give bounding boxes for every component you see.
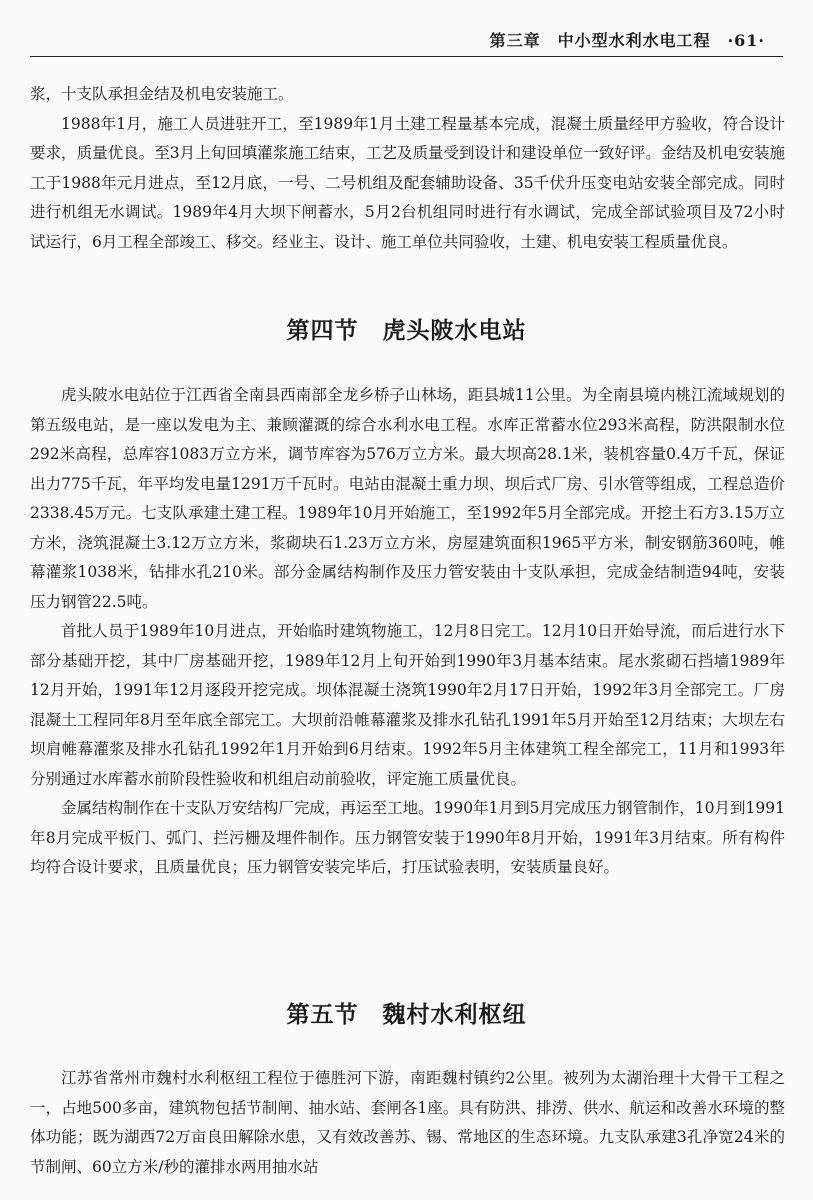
- header-chapter-page: 第三章 中小型水利水电工程 ·61·: [489, 31, 765, 50]
- paragraph: 金属结构制作在十支队万安结构厂完成，再运至工地。1990年1月到5月完成压力钢管制作，10月到1991年8月完成平板门、弧门、拦污栅及埋件制作。压力钢管安装于1990年8月开始，1991年3月结束。所有构件均符合设计要求，且质量优良；压力钢管安装完毕后，打压试验表明，安装质量良好。: [30, 799, 785, 876]
- section-4-title: 第四节 虎头陂水电站: [286, 318, 527, 344]
- paragraph: 浆，十支队承担金结及机电安装施工。: [30, 85, 294, 103]
- section-4-body: [30, 381, 785, 883]
- previous-section-text: [30, 80, 785, 257]
- paragraph: 首批人员于1989年10月进点，开始临时建筑物施工，12月8日完工。12月10日开始导流，而后进行水下部分基础开挖，其中厂房基础开挖，1989年12月上旬开始到1990年3月基本结束。尾水浆砌石挡墙1989年12月开始，1991年12月逐段开挖完成。坝体混凝土浇筑1990年2月17日开始，1992年3月全部完工。厂房混凝土工程同年8月至年底全部完工。大坝前沿帷幕灌浆及排水孔钻孔1991年5月开始至12月结束；大坝左右坝肩帷幕灌浆及排水孔钻孔1992年1月开始到6月结束。1992年5月主体建筑工程全部完工，11月和1993年分别通过水库蓄水前阶段性验收和机组启动前验收，评定施工质量优良。: [30, 622, 785, 788]
- paragraph: 江苏省常州市魏村水利枢纽工程位于德胜河下游，南距魏村镇约2公里。被列为太湖治理十大骨干工程之一，占地500多亩，建筑物包括节制闸、抽水站、套闸各1座。具有防洪、排涝、供水、航运和改善水环境的整体功能；既为湖西72万亩良田解除水患，又有效改善苏、锡、常地区的生态环境。九支队承建3孔净宽24米的节制闸、60立方米/秒的灌排水两用抽水站: [30, 1069, 785, 1176]
- paragraph: 虎头陂水电站位于江西省全南县西南部全龙乡桥子山林场，距县城11公里。为全南县境内桃江流域规划的第五级电站，是一座以发电为主、兼顾灌溉的综合水利水电工程。水库正常蓄水位293米高程，防洪限制水位292米高程，总库容1083万立方米，调节库容为576万立方米。最大坝高28.1米，装机容量0.4万千瓦，保证出力775千瓦，年平均发电量1291万千瓦时。电站由混凝土重力坝、坝后式厂房、引水管等组成，工程总造价2338.45万元。七支队承建土建工程。1989年10月开始施工，至1992年5月全部完成。开挖土石方3.15万立方米，浇筑混凝土3.12万立方米，浆砌块石1.23万立方米，房屋建筑面积1965平方米，制安钢筋360吨，帷幕灌浆1038米，钻排水孔210米。部分金属结构制作及压力管安装由十支队承担，完成金结制造94吨，安装压力钢管22.5吨。: [30, 386, 785, 611]
- running-header: [30, 26, 783, 57]
- section-5-body: [30, 1064, 785, 1182]
- section-5-title: 第五节 魏村水利枢纽: [286, 1002, 527, 1028]
- paragraph: 1988年1月，施工人员进驻开工，至1989年1月土建工程量基本完成，混凝土质量经甲方验收，符合设计要求，质量优良。至3月上旬回填灌浆施工结束，工艺及质量受到设计和建设单位一致好评。金结及机电安装施工于1988年元月进点，至12月底，一号、二号机组及配套辅助设备、35千伏升压变电站安装全部完成。同时进行机组无水调试。1989年4月大坝下闸蓄水，5月2台机组同时进行有水调试，完成全部试验项目及72小时试运行，6月工程全部竣工、移交。经业主、设计、施工单位共同验收，土建、机电安装工程质量优良。: [30, 114, 785, 251]
